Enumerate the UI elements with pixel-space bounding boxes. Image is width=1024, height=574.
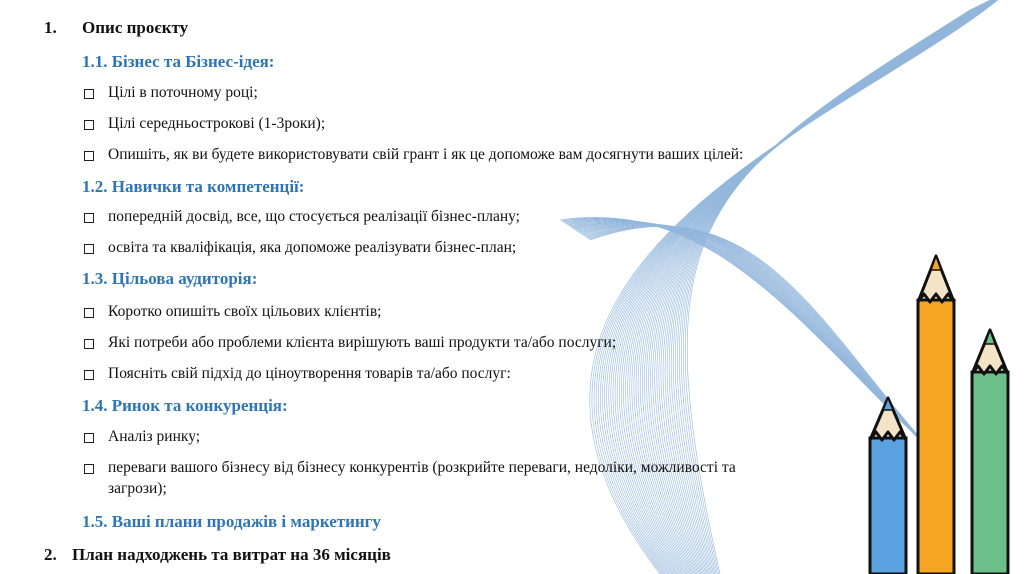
wave-line <box>581 224 928 448</box>
bullet-text: Поясніть свій підхід до ціноутворення товарів та/або послуг: <box>108 365 511 382</box>
section-1-1-heading: 1.1. Бізнес та Бізнес-ідея: <box>82 52 275 71</box>
checkbox-bullet-icon <box>84 308 94 318</box>
item-1-title: Опис проєкту <box>82 18 189 37</box>
checkbox-bullet-icon <box>84 464 94 474</box>
bullet-text: Опишіть, як ви будете використовувати свій грант і як це допоможе вам досягнути ваших цілей: <box>108 146 744 163</box>
pencil-green-icon <box>972 330 1008 574</box>
checkbox-bullet-icon <box>84 213 94 223</box>
section-1-4-heading: 1.4. Ринок та конкуренція: <box>82 396 288 415</box>
checkbox-bullet-icon <box>84 151 94 161</box>
checkbox-bullet-icon <box>84 120 94 130</box>
item-2-number: 2. <box>44 545 57 564</box>
bullet-text: Цілі в поточному році; <box>108 84 258 101</box>
bullet-text: освіта та кваліфікація, яка допоможе реалізувати бізнес-план; <box>108 239 517 256</box>
wave-line <box>573 222 917 438</box>
bullet-text: Цілі середньострокові (1-3роки); <box>108 115 326 132</box>
item-1-number: 1. <box>44 18 57 37</box>
bullet-text: переваги вашого бізнесу від бізнесу конкурентів (розкрийте переваги, недоліки, можливості та <box>108 459 736 476</box>
section-1-5-heading: 1.5. Ваші плани продажів і маркетингу <box>82 512 381 531</box>
checkbox-bullet-icon <box>84 339 94 349</box>
bullet-text: попередній досвід, все, що стосується реалізації бізнес-плану; <box>108 208 520 225</box>
section-1-2-heading: 1.2. Навички та компетенції: <box>82 177 305 196</box>
bullet-text: Які потреби або проблеми клієнта вирішують ваші продукти та/або послуги; <box>108 334 617 351</box>
bullet-text-continuation: загрози); <box>108 480 167 497</box>
pencil-blue-icon <box>870 398 906 574</box>
pencil-orange-icon <box>918 256 954 574</box>
section-1-3-heading: 1.3. Цільова аудиторія: <box>82 269 258 288</box>
checkbox-bullet-icon <box>84 89 94 99</box>
checkbox-bullet-icon <box>84 244 94 254</box>
checkbox-bullet-icon <box>84 433 94 443</box>
item-2-title: План надходжень та витрат на 36 місяців <box>72 545 391 564</box>
bullet-text: Аналіз ринку; <box>108 428 201 445</box>
checkbox-bullet-icon <box>84 370 94 380</box>
bullet-text: Коротко опишіть своїх цільових клієнтів; <box>108 303 382 320</box>
